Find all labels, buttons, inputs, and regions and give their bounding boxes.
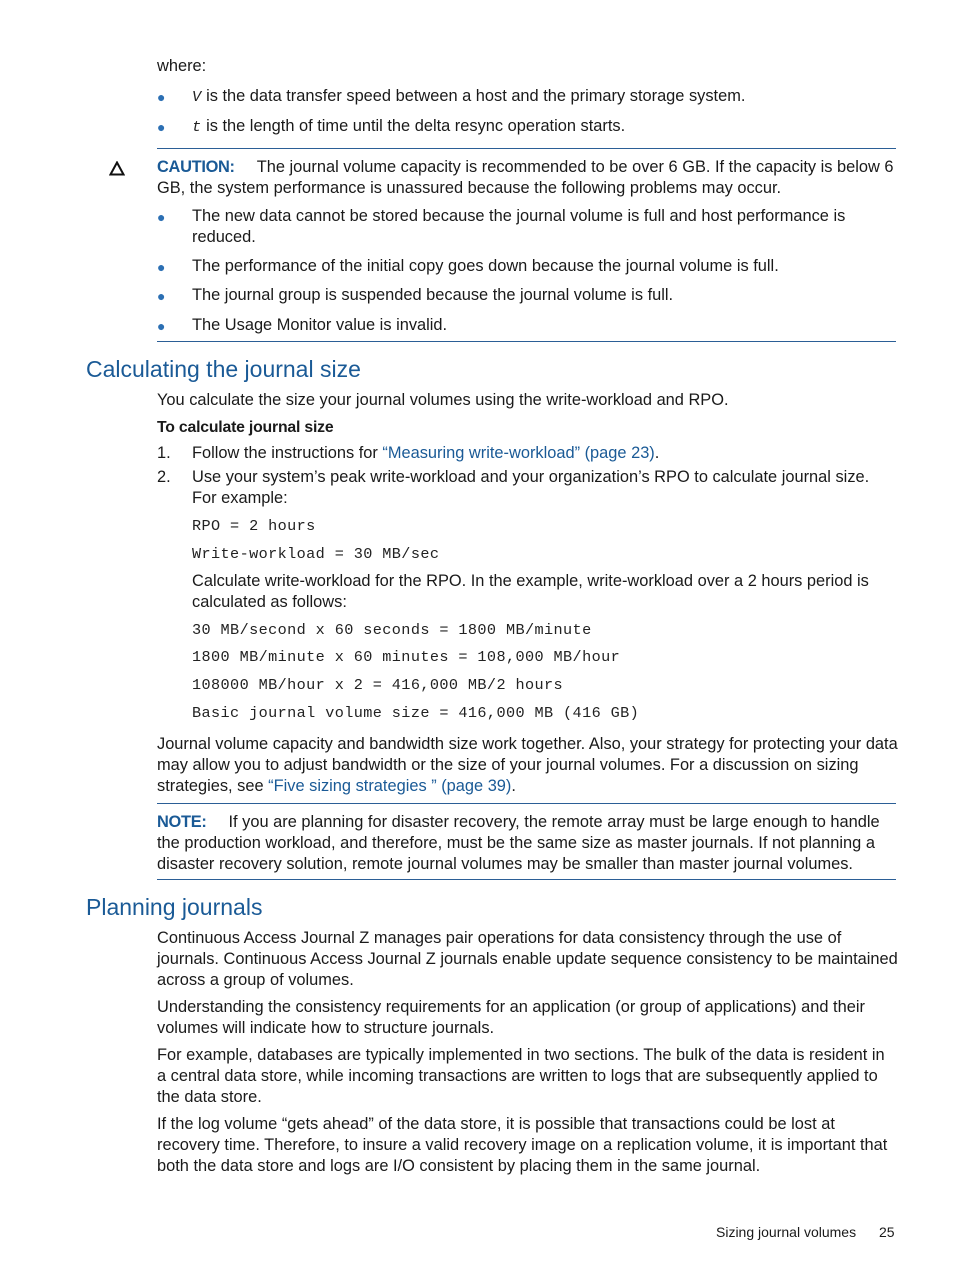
code-line: 1800 MB/minute x 60 minutes = 108,000 MB/hour [192,648,621,666]
code-line: Basic journal volume size = 416,000 MB (416 GB) [192,704,640,722]
sizing-paragraph: Journal volume capacity and bandwidth size work together. Also, your strategy for protecting your data may allow you to adjust bandwidth or the size of your journal volumes. For a discussion on sizing strategies, see “Five sizing strategies ” (page 39). [157,735,898,795]
caution-item: The new data cannot be stored because the journal volume is full and host performance is reduced. [192,207,846,246]
bullet-v: V is the data transfer speed between a host and the primary storage system. [192,87,746,106]
note-bottom-rule [157,879,896,880]
where-label: where: [157,57,207,75]
section2-paragraph: Understanding the consistency requirements for an application (or group of applications) and their volumes will indicate how to structure journals. [157,998,865,1037]
section2-paragraph: Continuous Access Journal Z manages pair operations for data consistency through the use of journals. Continuous Access Journal Z journals enable update sequence consistency to be maintained across a group of volumes. [157,929,898,989]
note-top-rule [157,803,896,804]
code-line: Write-workload = 30 MB/sec [192,545,440,563]
caution-item: The performance of the initial copy goes down because the journal volume is full. [192,257,779,275]
section2-paragraph: If the log volume “gets ahead” of the data store, it is possible that transactions could be lost at recovery time. Therefore, to insure a valid recovery image on a replication volume, it is important that both the data store and logs are I/O consistent by placing them in the same journal. [157,1115,888,1175]
footer-section-title: Sizing journal volumes [716,1224,857,1240]
caution-item: The Usage Monitor value is invalid. [192,316,448,334]
caution-top-rule [157,148,896,149]
note-paragraph: NOTE: If you are planning for disaster recovery, the remote array must be large enough to handle the production workload, and therefore, must be the same size as master journals. If not planning a disaster recovery solution, remote journal volumes may be smaller than master journal volumes. [157,813,880,873]
caution-paragraph: CAUTION: The journal volume capacity is recommended to be over 6 GB. If the capacity is below 6 GB, the system performance is unassured because the following problems may occur. [157,158,894,197]
section2-paragraph: For example, databases are typically implemented in two sections. The bulk of the data is resident in a central data store, while incoming transactions are written to logs that are subsequently applied to the data store. [157,1046,885,1106]
note-label: NOTE: [157,813,207,831]
five-sizing-strategies-link[interactable]: “Five sizing strategies ” (page 39) [268,777,512,795]
bullet-icon: ● [157,209,166,225]
step-number: 2. [157,468,171,486]
step-2: Use your system’s peak write-workload and your organization’s RPO to calculate journal size. For example: [192,468,870,507]
caution-warning-icon [109,161,125,176]
calc-paragraph: Calculate write-workload for the RPO. In the example, write-workload over a 2 hours period is calculated as follows: [192,572,869,611]
caution-label: CAUTION: [157,158,235,176]
code-line: 108000 MB/hour x 2 = 416,000 MB/2 hours [192,676,564,694]
code-line: 30 MB/second x 60 seconds = 1800 MB/minute [192,621,592,639]
step-number: 1. [157,444,171,462]
section1-intro: You calculate the size your journal volumes using the write-workload and RPO. [157,391,729,409]
code-line: RPO = 2 hours [192,517,316,535]
procedure-title: To calculate journal size [157,419,334,436]
caution-bottom-rule [157,341,896,342]
measuring-write-workload-link[interactable]: “Measuring write-workload” (page 23) [382,444,655,462]
section-heading-journal-size: Calculating the journal size [86,356,361,382]
section-heading-planning-journals: Planning journals [86,894,263,920]
bullet-icon: ● [157,119,166,135]
bullet-icon: ● [157,89,166,105]
step-1: Follow the instructions for “Measuring write-workload” (page 23). [192,444,660,462]
bullet-icon: ● [157,318,166,334]
page-number: 25 [879,1224,895,1240]
bullet-icon: ● [157,288,166,304]
bullet-icon: ● [157,259,166,275]
caution-item: The journal group is suspended because the journal volume is full. [192,286,674,304]
bullet-t: t is the length of time until the delta resync operation starts. [192,117,626,136]
